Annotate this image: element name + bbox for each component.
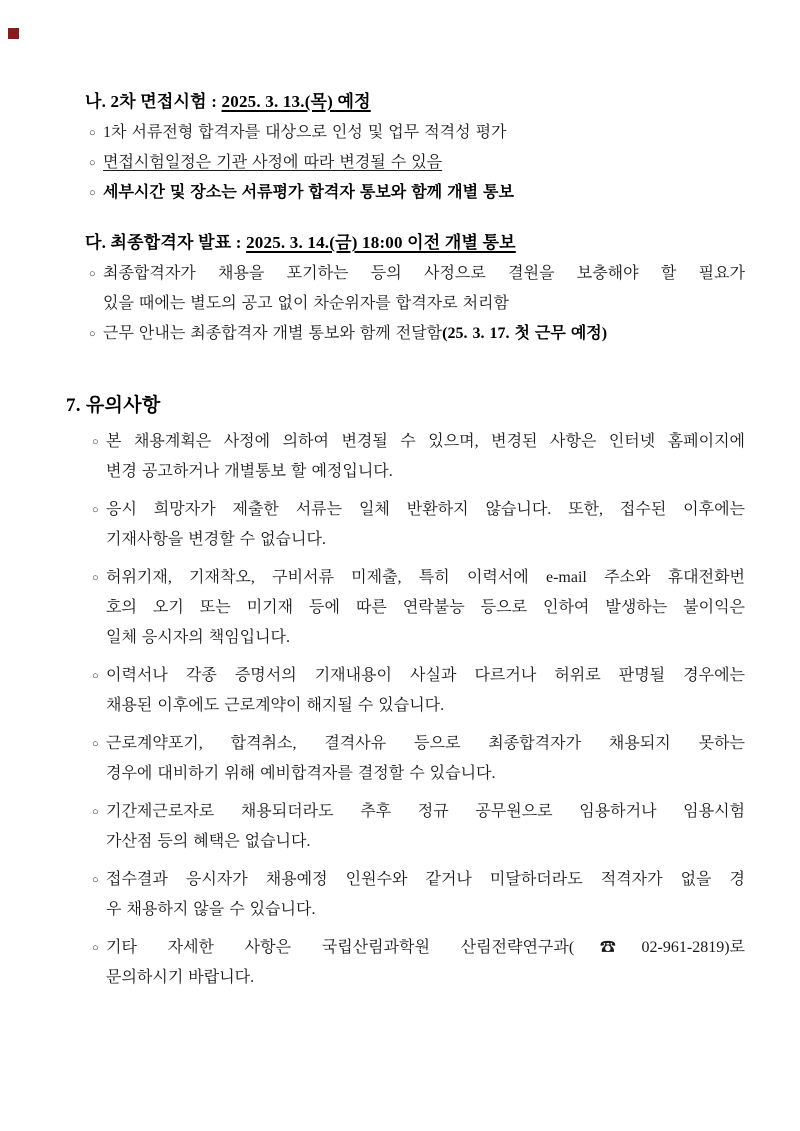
list-item-text: 접수결과 응시자가 채용예정 인원수와 같거나 미달하더라도 적격자가 없을 경: [106, 871, 745, 888]
work-start-date: (25. 3. 17. 첫 근무 예정): [442, 325, 608, 342]
heading-final-date: 2025. 3. 14.(금) 18:00 이전 개별 통보: [246, 233, 516, 252]
list-item-text: 일체 응시자의 책임입니다.: [106, 629, 291, 646]
circle-bullet-icon: ○: [92, 738, 99, 750]
circle-bullet-icon: ○: [92, 942, 99, 954]
list-item: [92, 495, 745, 555]
list-item: [92, 729, 745, 789]
circle-bullet-icon: ○: [92, 504, 99, 516]
list-item: [89, 259, 745, 319]
list-item: [92, 797, 745, 857]
list-item-text: 허위기재, 기재착오, 구비서류 미제출, 특히 이력서에 e-mail 주소와 휴대전화번: [106, 569, 745, 586]
heading-interview-exam: [85, 86, 760, 118]
heading-notes: 7. 유의사항: [66, 395, 161, 416]
list-item-text: 변경 공고하거나 개별통보 할 예정입니다.: [106, 463, 393, 480]
list-item-text: [103, 319, 745, 349]
list-item: [89, 148, 745, 178]
list-item: [89, 178, 745, 208]
list-item-text: 채용된 이후에도 근로계약이 해지될 수 있습니다.: [106, 697, 445, 714]
list-item-text: 문의하시기 바랍니다.: [106, 969, 255, 986]
circle-bullet-icon: ○: [92, 670, 99, 682]
list-item-text: 호의 오기 또는 미기재 등에 따른 연락불능 등으로 인하여 발생하는 불이익은: [106, 599, 745, 616]
list-item-text: 있을 때에는 별도의 공고 없이 차순위자를 합격자로 처리함: [103, 295, 509, 312]
list-item: [89, 319, 745, 349]
heading-interview-prefix: 나. 2차 면접시험 :: [85, 92, 222, 111]
list-item-text: 기간제근로자로 채용되더라도 추후 정규 공무원으로 임용하거나 임용시험: [106, 803, 745, 820]
list-item-text contact-line: 기타 자세한 사항은 국립산림과학원 산림전략연구과(☎02-961-2819)로: [106, 939, 745, 956]
list-item-text: 가산점 등의 혜택은 없습니다.: [106, 833, 311, 850]
circle-bullet-icon: ○: [89, 127, 96, 139]
list-item-text: 면접시험일정은 기관 사정에 따라 변경될 수 있음: [103, 154, 443, 171]
circle-bullet-icon: ○: [92, 806, 99, 818]
list-item-text: 우 채용하지 않을 수 있습니다.: [106, 901, 316, 918]
circle-bullet-icon: ○: [92, 436, 99, 448]
heading-interview-date: 2025. 3. 13.(목) 예정: [221, 92, 371, 111]
circle-bullet-icon: ○: [89, 157, 96, 169]
circle-bullet-icon: ○: [92, 874, 99, 886]
list-item-text: 세부시간 및 장소는 서류평가 합격자 통보와 함께 개별 통보: [103, 184, 514, 201]
circle-bullet-icon: ○: [89, 187, 96, 199]
list-item-text: 1차 서류전형 합격자를 대상으로 인성 및 업무 적격성 평가: [103, 124, 507, 141]
circle-bullet-icon: ○: [89, 268, 96, 280]
list-item: [92, 563, 745, 653]
list-item: [92, 427, 745, 487]
list-item: [92, 865, 745, 925]
corner-marker: [8, 28, 19, 39]
list-item-text: 본 채용계획은 사정에 의하여 변경될 수 있으며, 변경된 사항은 인터넷 홈페이지에: [106, 433, 745, 450]
list-item-text: 이력서나 각종 증명서의 기재내용이 사실과 다르거나 허위로 판명될 경우에는: [106, 667, 745, 684]
list-item-text: 경우에 대비하기 위해 예비합격자를 결정할 수 있습니다.: [106, 765, 496, 782]
heading-final-announcement: [85, 227, 760, 259]
list-item-text: 기재사항을 변경할 수 없습니다.: [106, 531, 326, 548]
circle-bullet-icon: ○: [89, 328, 96, 340]
circle-bullet-icon: ○: [92, 572, 99, 584]
list-item-text: 응시 희망자가 제출한 서류는 일체 반환하지 않습니다. 또한, 접수된 이후에는: [106, 501, 745, 518]
list-item: [89, 118, 745, 148]
heading-final-prefix: 다. 최종합격자 발표 :: [85, 233, 247, 252]
list-item-text: 최종합격자가 채용을 포기하는 등의 사정으로 결원을 보충해야 할 필요가: [103, 265, 745, 282]
work-notice-text: 근무 안내는 최종합격자 개별 통보와 함께 전달함: [103, 325, 443, 342]
list-item: [92, 933, 745, 993]
list-item-text: 근로계약포기, 합격취소, 결격사유 등으로 최종합격자가 채용되지 못하는: [106, 735, 745, 752]
list-item: [92, 661, 745, 721]
